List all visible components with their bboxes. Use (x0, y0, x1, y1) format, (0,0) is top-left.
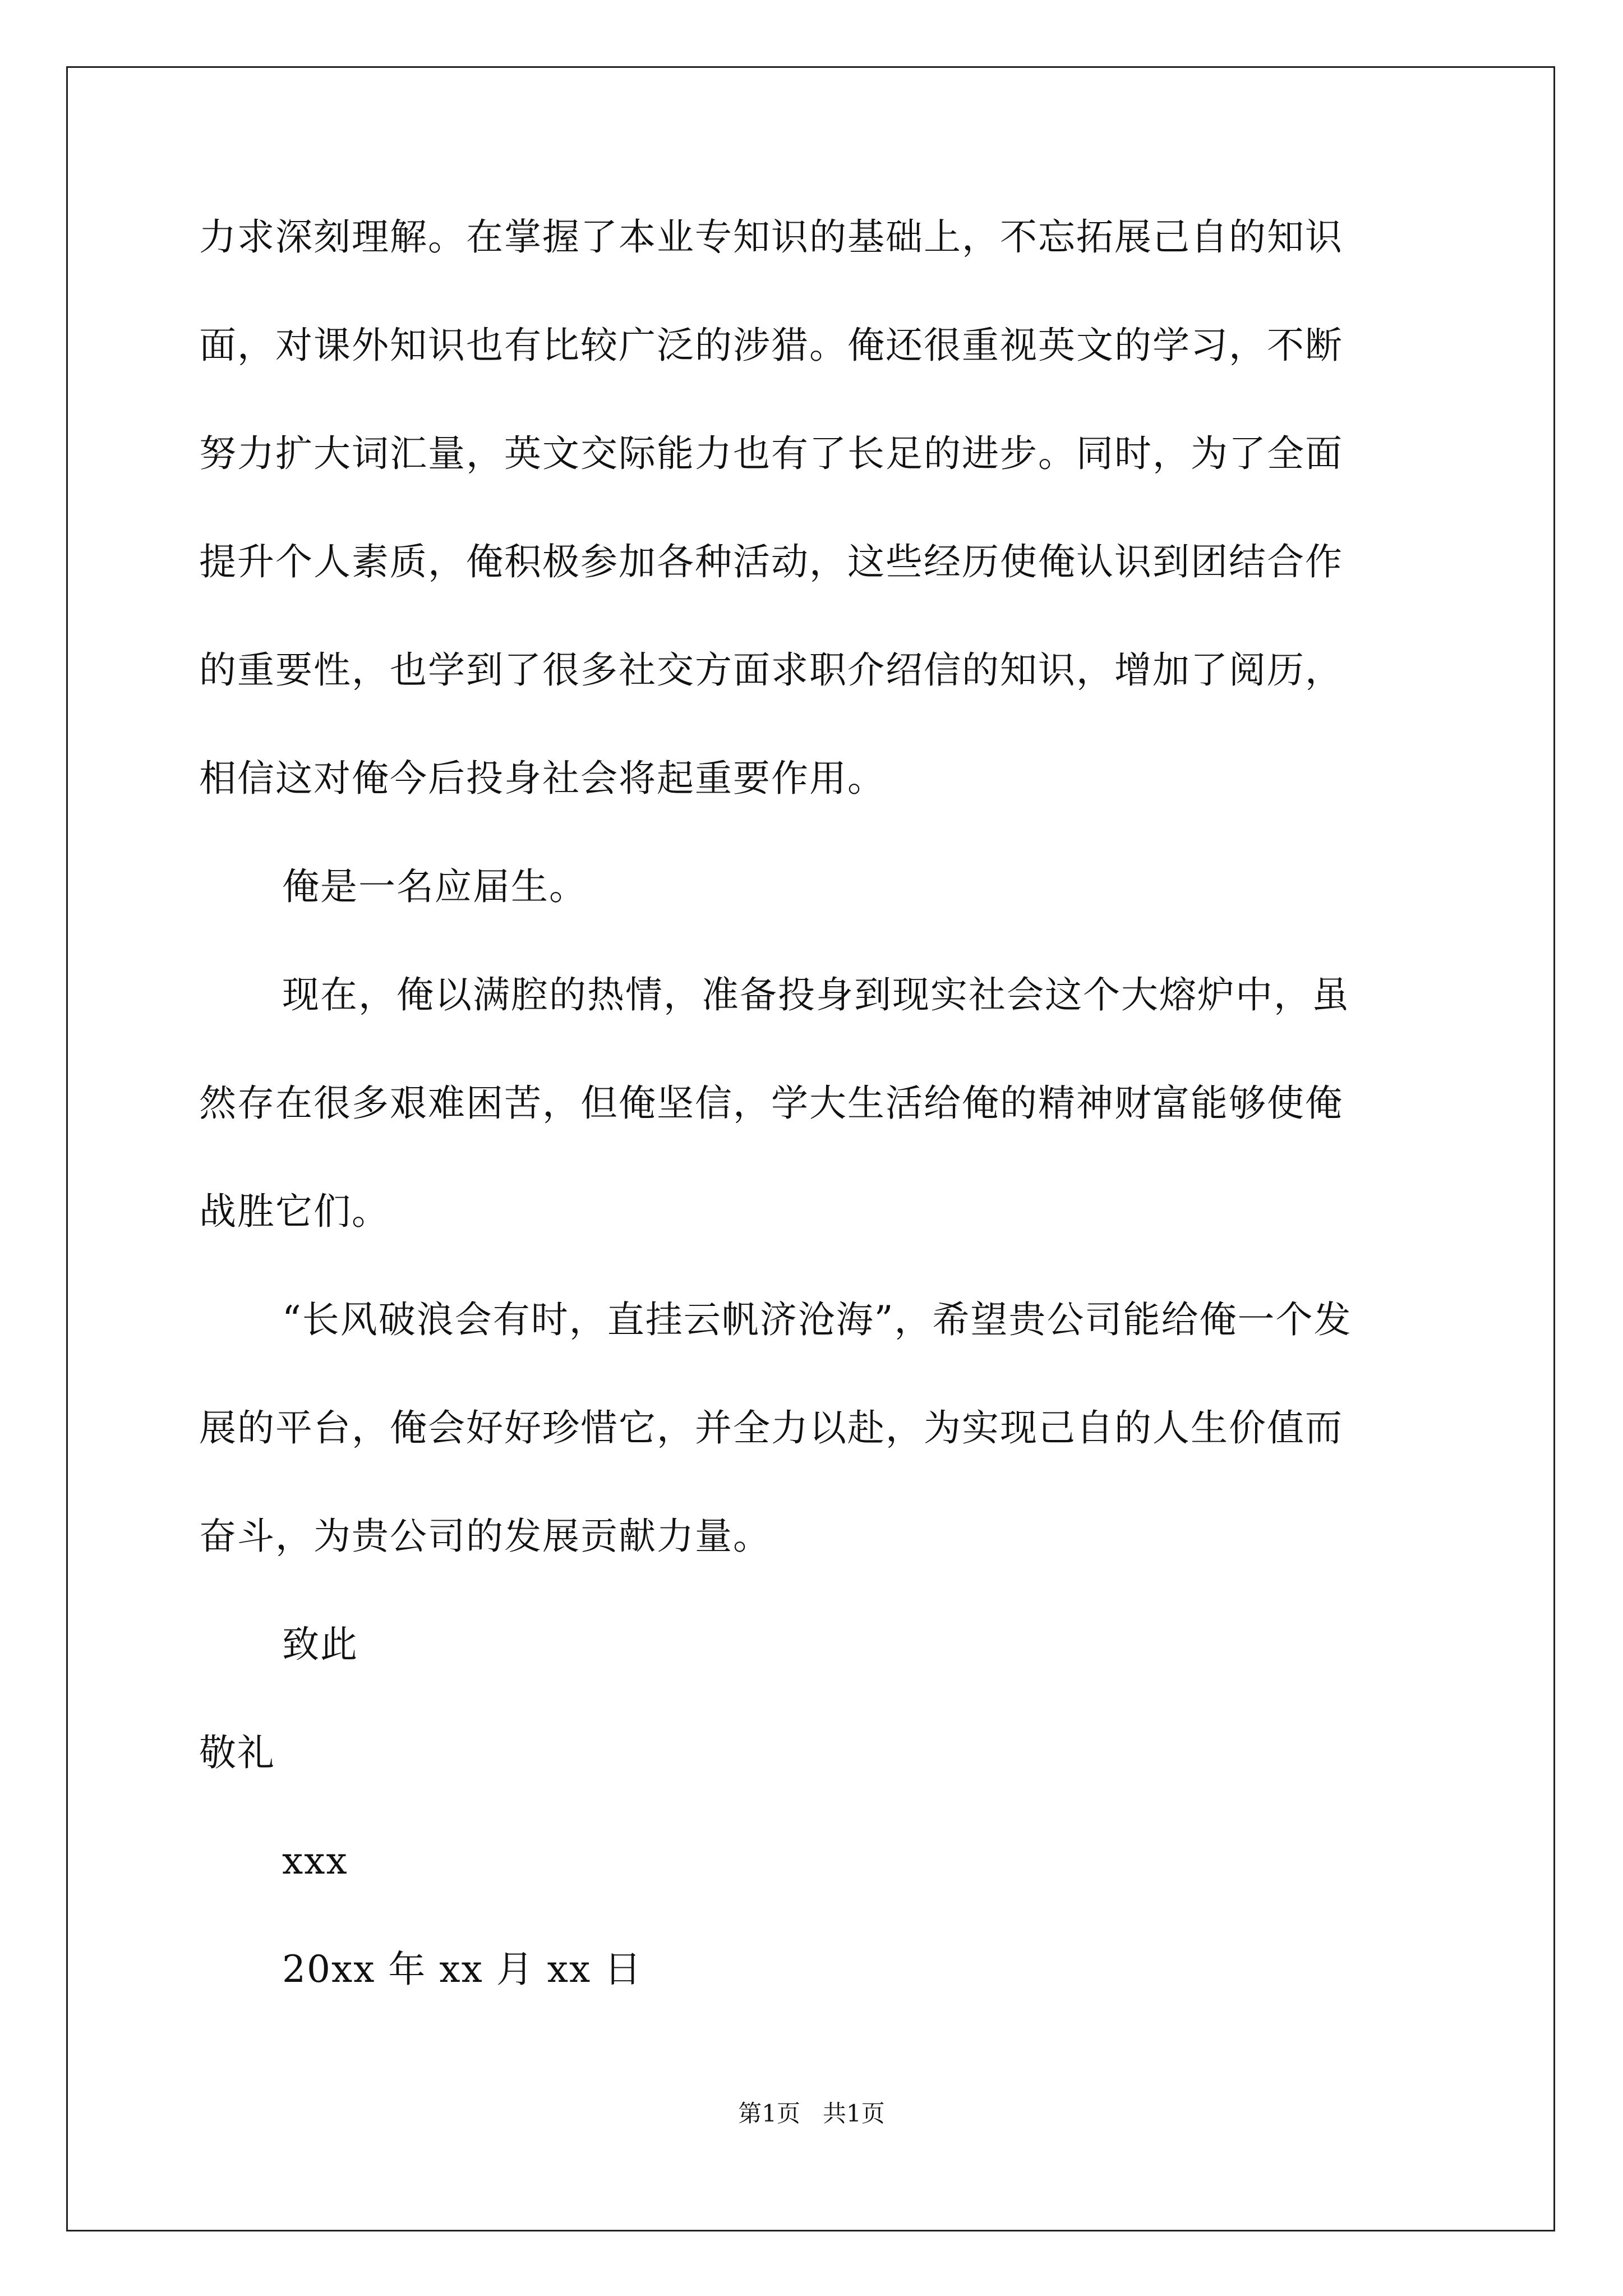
paragraph-statement: 俺是一名应届生。 (282, 865, 587, 908)
page-footer: 第1页 共1页 (738, 2100, 885, 2127)
salutation: 敬礼 (199, 1731, 275, 1774)
closing-phrase: 致此 (282, 1623, 358, 1666)
body-line: 力求深刻理解。在掌握了本业专知识的基础上，不忘拓展己自的知识 (199, 215, 1343, 259)
body-line: 相信这对俺今后投身社会将起重要作用。 (199, 757, 886, 800)
body-line: 的重要性，也学到了很多社交方面求职介绍信的知识，增加了阅历， (199, 648, 1343, 692)
quote-line: “长风破浪会有时，直挂云帆济沧海”，希望贵公司能给俺一个发 (282, 1298, 1352, 1341)
body-line: 然存在很多艰难困苦，但俺坚信，学大生活给俺的精神财富能够使俺 (199, 1082, 1343, 1125)
body-line: 奋斗，为贵公司的发展贡献力量。 (199, 1515, 771, 1558)
body-line: 战胜它们。 (199, 1190, 390, 1233)
body-line: 现在，俺以满腔的热情，准备投身到现实社会这个大熔炉中，虽 (282, 973, 1350, 1016)
body-line: 展的平台，俺会好好珍惜它，并全力以赴，为实现己自的人生价值而 (199, 1406, 1343, 1450)
signature: xxx (282, 1839, 348, 1883)
letter-body (199, 210, 1431, 2051)
body-line: 努力扩大词汇量，英文交际能力也有了长足的进步。同时，为了全面 (199, 432, 1343, 475)
body-line: 提升个人素质，俺积极参加各种活动，这些经历使俺认识到团结合作 (199, 540, 1343, 583)
body-line: 面，对课外知识也有比较广泛的涉猎。俺还很重视英文的学习，不断 (199, 324, 1343, 367)
date: 20xx 年 xx 月 xx 日 (282, 1948, 643, 1991)
